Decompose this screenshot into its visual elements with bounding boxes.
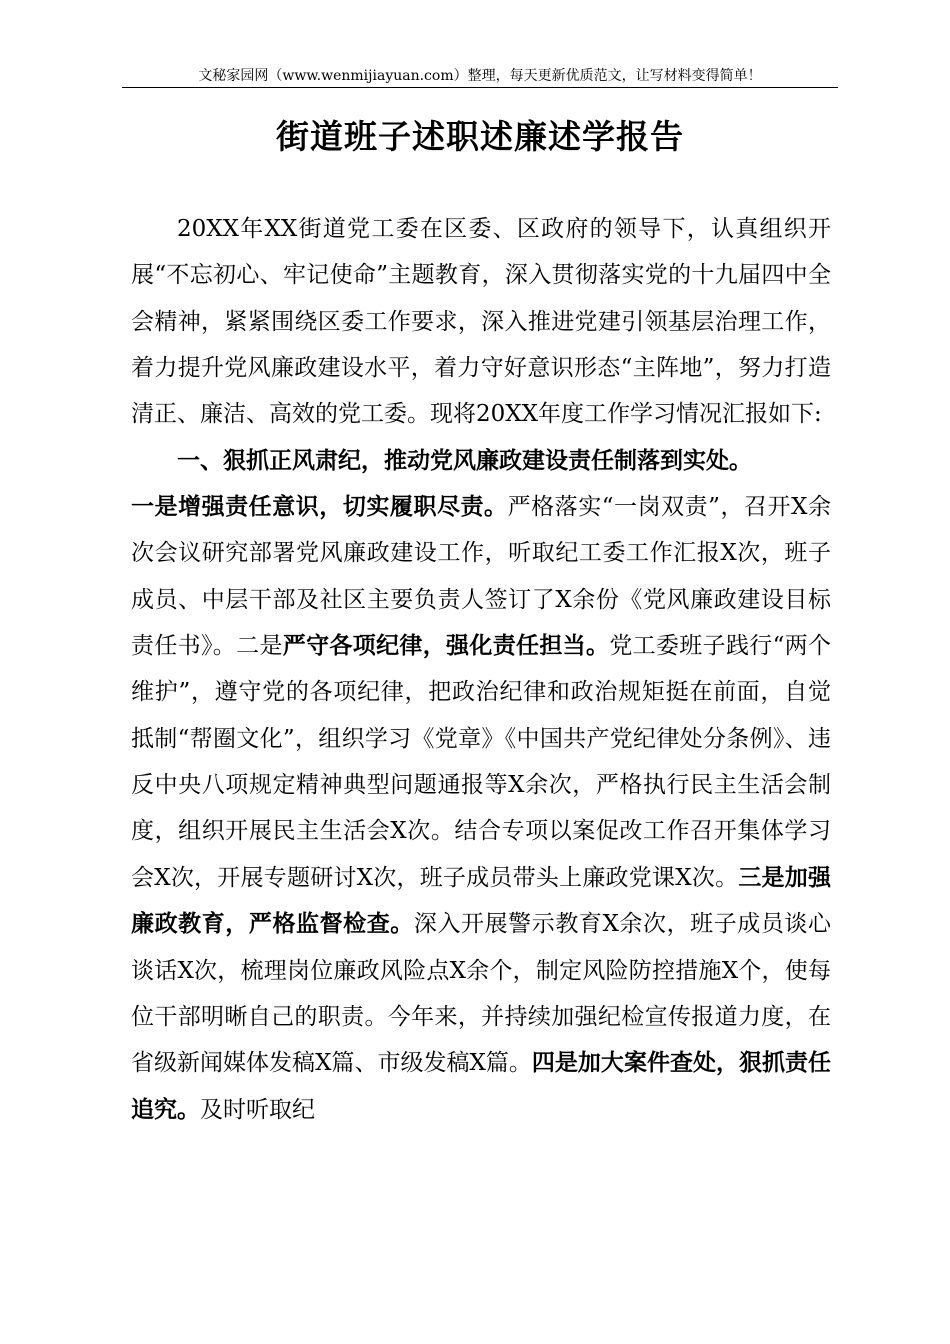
site-header-text: 文秘家园网（www.wenmijiayuan.com）整理，每天更新优质范文，让写材料变得简单！ — [198, 68, 762, 84]
point-heading: 一是增强责任意识，切实履职尽责。 — [131, 493, 508, 521]
section-heading-text: 一、狠抓正风肃纪，推动党风廉政建设责任制落到实处。 — [177, 446, 752, 474]
section-heading — [131, 438, 831, 484]
point-heading: 三是加强廉政教育，严格监督检查。 — [131, 863, 832, 938]
point-text: 深入开展警示教育X余次，班子成员谈心谈话X次，梳理岗位廉政风险点X余个，制定风险防控措施X个，使每位干部明晰自己的职责。今年来，并持续加强纪检宣传报道力度，在省级新闻媒体发稿X篇、市级发稿X篇。 — [131, 911, 832, 1077]
header-divider — [122, 87, 838, 88]
point-text: 党工委班子践行“两个维护”，遵守党的各项纪律，把政治纪律和政治规矩挺在前面，自觉抵制“帮圈文化”，组织学习《党章》《中国共产党纪律处分条例》、违反中央八项规定精神典型问题通报等X余次，严格执行民主生活会制度，组织开展民主生活会X次。结合专项以案促改工作召开集体学习会X次，开展专题研讨X次，班子成员带头上廉政党课X次。 — [131, 633, 832, 891]
point-heading: 四是加大案件查处，狠抓责任追究。 — [131, 1049, 832, 1123]
section-paragraph — [131, 484, 831, 1133]
intro-paragraph: 20XX年XX街道党工委在区委、区政府的领导下，认真组织开展“不忘初心、牢记使命”主题教育，深入贯彻落实党的十九届四中全会精神，紧紧围绕区委工作要求，深入推进党建引领基层治理工作，着力提升党风廉政建设水平，着力守好意识形态“主阵地”，努力打造清正、廉洁、高效的党工委。现将20XX年度工作学习情况汇报如下: — [131, 216, 831, 428]
point-heading: 严守各项纪律，强化责任担当。 — [282, 632, 610, 660]
point-text: 及时听取纪 — [200, 1096, 315, 1123]
document-title: 街道班子述职述廉述学报告 — [276, 117, 684, 156]
document-body — [131, 206, 831, 1133]
point-text: 严格落实“一岗双责”，召开X余次会议研究部署党风廉政建设工作，听取纪工委工作汇报X次，班子成员、中层干部及社区主要负责人签订了X余份《党风廉政建设目标责任书》。二是 — [131, 494, 832, 660]
